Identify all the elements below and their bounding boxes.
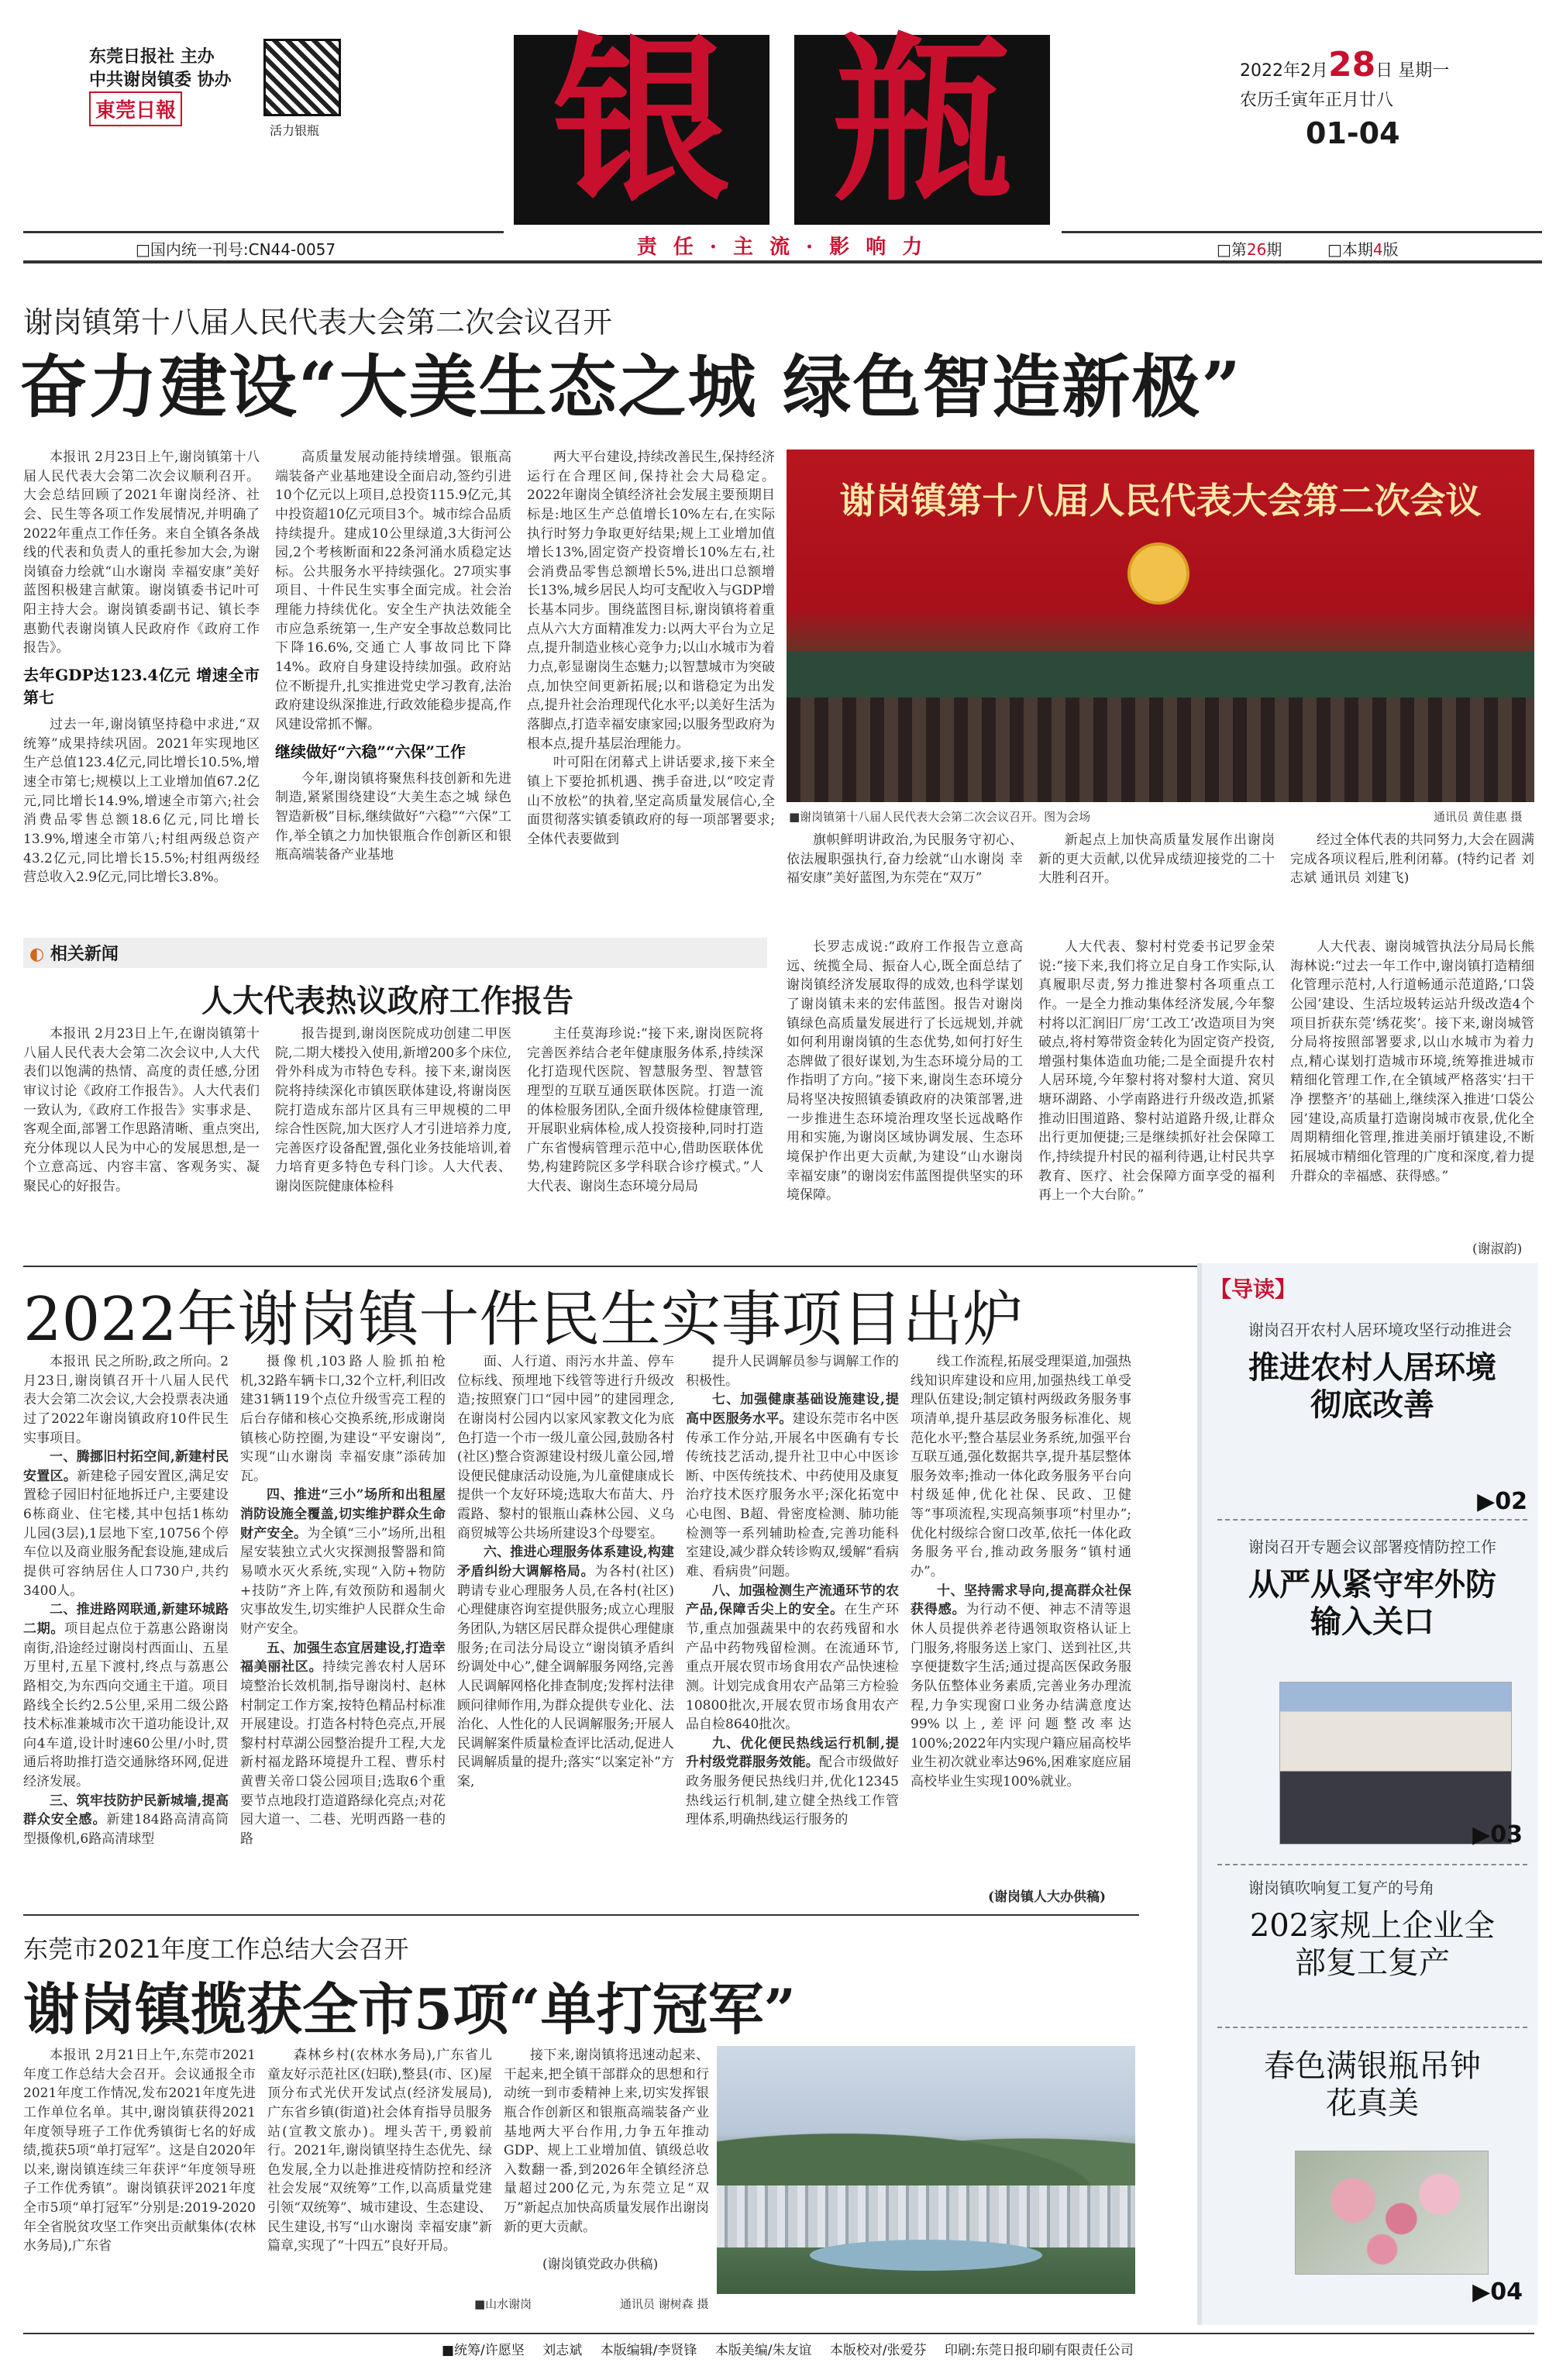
date-prefix: 2022年2月 <box>1240 61 1328 81</box>
date <box>1240 45 1449 84</box>
lead-col-1b-text: 过去一年,谢岗镇坚持稳中求进,“双统筹”成果持续巩固。2021年实现地区生产总值123.4亿元,同比增长10.5%,增速全市第七;规模以上工业增加值67.2亿元,同比增长14.9%,增速全市第六;社会消费品零售总额18.6亿元,同比增长13.9%,增速全市第八;村组两级总资产43.2亿元,同比增长15.5%;村组两级经营总收入2.9亿元,同比增长3.8%。 <box>23 717 260 886</box>
guide-item-4-page-num: 04 <box>1490 2278 1523 2306</box>
lead-kicker: 谢岗镇第十八届人民代表大会第二次会议召开 <box>23 305 613 339</box>
photo-emblem <box>1127 542 1189 604</box>
related-col-2 <box>275 1025 511 1257</box>
story2-sub-2: 二、推进路网联通,新建环城路二期。 <box>23 1602 229 1637</box>
related-col-3-text: 主任莫海珍说:“接下来,谢岗医院将完善医养结合老年健康服务体系,持续深化打造现代医院、智慧服务型、智慧管理型的互联互通医联体医院。打造一流的体检服务团队,全面升级体检健康管理,开展职业病体检,成人投资接种,同时打造广东省慢病管理示范中心,借助医联体优势,构建跨院区多学科联合诊疗模式。”人大代表、谢岗生态环境分局局 <box>527 1026 763 1195</box>
guide-item-2-photo <box>1279 1682 1512 1844</box>
story2-col-5b-text: 为行动不便、神志不清等退休人员提供养老待遇领取资格认证上门服务,将服务送上家门、送到社区,共享便捷数字生活;通过提高医保政务服务队伍整体业务素质,完善业务办理流程,力争实现窗口业务办结满意度达99%以上,差评问题整改率达100%;2022年内实现户籍应届高校毕业生初次就业率达96%,困难家庭应届高校毕业生实现100%就业。 <box>911 1602 1131 1790</box>
story2-col-1d-text: 新建184路高清高筒型摄像机,6路高清球型 <box>23 1812 229 1848</box>
related-icon: ◐ <box>29 945 50 964</box>
story2-sub-7: 七、加强健康基础设施建设,提高中医服务水平。 <box>686 1392 899 1427</box>
lead-col-2b-text: 今年,谢岗镇将聚焦科技创新和先进制造,紧紧围绕建设“大美生态之城 绿色智造新极”目标,继续做好“六稳”“六保”工作,举全镇之力加快银瓶合作创新区和银瓶高端装备产业基地 <box>275 770 511 863</box>
lead-photo <box>787 449 1534 802</box>
story2-col-4-text: 提升人民调解员参与调解工作的积极性。 <box>686 1354 899 1389</box>
lead-photo-caption: ■谢岗镇第十八届人民代表大会第二次会议召开。图为会场 <box>789 810 1091 824</box>
story3-photo-caption: ■山水谢岗 <box>474 2297 532 2311</box>
story3-kicker: 东莞市2021年度工作总结大会召开 <box>23 1934 409 1964</box>
story2-sub-5: 五、加强生态宜居建设,打造幸福美丽社区。 <box>240 1640 446 1676</box>
guide-item-3[interactable] <box>1202 1875 1543 1982</box>
guide-item-1-title: 推进农村人居环境彻底改善 <box>1248 1349 1496 1423</box>
guide-item-2-page-num: 03 <box>1490 1821 1523 1848</box>
lead-col-2-text: 高质量发展动能持续增强。银瓶高端装备产业基地建设全面启动,签约引进10个亿元以上项目,总投资115.9亿元,其中投资超10亿元项目3个。城市综合品质持续提升。建成10公里绿道,3大街河公园,2个考核断面和22条河涌水质稳定达标。公共服务水平持续强化。27项实事项目、十件民生实事全面完成。社会治理能力持续优化。安全生产执法效能全市应急系统第一,生产安全事故总数同比下降16.6%,交通亡人事故同比下降14%。政府自身建设持续加强。政府站位不断提升,扎实推进党史学习教育,法治政府建设纵深推进,行政效能稳步提高,作风建设常抓不懈。 <box>275 449 511 732</box>
story3-col-1 <box>23 2046 256 2302</box>
footer-item-6: 印刷:东莞日报印刷有限责任公司 <box>945 2343 1134 2358</box>
story2-col-1b-text: 新建稔子园安置区,满足安置稔子园旧村征地拆迁户,主要建设6栋商业、住宅楼,其中包括1栋幼儿园(3层),1层地下室,10756个停车位以及商业服务配套设施,建成后提供可容纳居住人口730户,共约3400人。 <box>23 1468 229 1599</box>
story2-sub-10: 十、坚持需求导向,提高群众社保获得感。 <box>911 1583 1131 1618</box>
story2-sub-1: 一、腾挪旧村拓空间,新建村民安置区。 <box>23 1449 229 1484</box>
guide-label: 【导读】 <box>1210 1276 1297 1302</box>
story2-headline: 2022年谢岗镇十件民生实事项目出炉 <box>23 1285 1024 1355</box>
lead-col-4 <box>787 831 1023 901</box>
related-col-2-text: 报告提到,谢岗医院成功创建二甲医院,二期大楼投入使用,新增200多个床位,骨外科成为市特色专科。接下来,谢岗医院将持续深化市镇医联体建设,将谢岗医院打造成东部片区具有三甲规模的二甲综合性医院,加大医疗人才引进培养力度,完善医疗设备配置,强化业务技能培训,着力培育更多特色专科门诊。人大代表、谢岗医院健康体检科 <box>275 1026 511 1195</box>
lead-subhead-gdp: 去年GDP达123.4亿元 增速全市第七 <box>23 666 260 708</box>
masthead-rule-right <box>1062 231 1542 233</box>
photo-banner: 谢岗镇第十八届人民代表大会第二次会议 <box>839 480 1482 522</box>
related-col-3 <box>527 1025 763 1257</box>
guide-item-2-page: ▶03 <box>1472 1821 1523 1848</box>
story3-col-2-text: 森林乡村(农林水务局),广东省儿童友好示范社区(妇联),整县(市、区)屋顶分布式光伏开发试点(经济发展局),广东省乡镇(街道)社会体育指导员服务站(宣教文旅办)。埋头苦干,勇毅前行。2021年,谢岗镇坚持生态优先、绿色发展,全力以赴推进疫情防控和经济社会发展“双统筹”工作,以高质量党建引领“双统筹”、城市建设、生态建设、民生建设,书写“山水谢岗 幸福安康”新篇章,实现了“十四五”良好开局。 <box>267 2048 492 2254</box>
lunar-date: 农历壬寅年正月廿八 <box>1240 91 1394 110</box>
story2-sub-6: 六、推进心理服务体系建设,构建矛盾纠纷大调解格局。 <box>457 1545 674 1580</box>
story2-byline: (谢岗镇人大办供稿) <box>988 1889 1107 1905</box>
lead-col-5-text: 新起点上加快高质量发展作出谢岗新的更大贡献,以优异成绩迎接党的二十大胜利召开。 <box>1038 832 1275 887</box>
masthead <box>0 0 1556 263</box>
story2-col-4b-text: 建设东莞市名中医传承工作分站,开展名中医确有专长传统技艺活动,提升社卫中心中医诊断、中医传统技术、中药使用及康复治疗技术医疗服务水平;深化拓宽中心电图、B超、骨密度检测、肺功能检测等一系列辅助检查,完善功能科室建设,减少群众转诊购双,缓解“看病难、看病贵”问题。 <box>686 1410 899 1580</box>
guide-item-4-photo <box>1295 2151 1489 2275</box>
related-col-6 <box>1290 938 1534 1236</box>
story3-byline: (谢岗镇党政办供稿) <box>542 2257 659 2272</box>
story3-col-3-text: 接下来,谢岗镇将迅速动起来、干起来,把全镇干部群众的思想和行动统一到市委精神上来,切实发挥银瓶合作创新区和银瓶高端装备产业基地两大平台作用,力争五年推动GDP、规上工业增加值、镇级总收入数翻一番,到2026年全镇经济总量超过200亿元,为东莞立足“双万”新起点加快高质量发展作出谢岗新的更大贡献。 <box>504 2048 709 2235</box>
guide-item-4-title: 春色满银瓶吊钟花真美 <box>1264 2048 1481 2121</box>
guide-sidebar <box>1197 1263 1538 2325</box>
lead-col-2 <box>275 448 511 897</box>
story3-headline: 谢岗镇揽获全市5项“单打冠军” <box>23 1976 796 2042</box>
story3-col-1-text: 本报讯 2月21日上午,东莞市2021年度工作总结大会召开。会议通报全市2021年度工作情况,发布2021年度先进工作单位名单。其中,谢岗镇获得2021年度领导班子工作优秀镇街七名的好成绩,揽获5项“单打冠军”。这是自2020年以来,谢岗镇连续三年获评“年度领导班子工作优秀镇”。谢岗镇获评2021年度全市5项“单打冠军”分别是:2019-2020年全省脱贫攻坚工作突出贡献集体(农林水务局),广东省 <box>23 2048 256 2254</box>
story2-col-2 <box>240 1352 446 1895</box>
story2-col-3b-text: 为各村(社区)聘请专业心理服务人员,在各村(社区)心理健康咨询室提供服务;成立心理服务团队,为辖区居民群众提供心理健康服务;在司法分局设立“谢岗镇矛盾纠纷调处中心”,健全调解服务网络,完善人民调解网格化排查制度;发挥村法律顾问律师作用,为群众提供专业化、法治化、人性化的人民调解服务;开展人民调解案件质量检查评比活动,促进人民调解质量的提升;落实“以案定补”方案, <box>457 1564 674 1790</box>
title-char-yin: 银 <box>552 16 731 226</box>
sponsor-line-2: 中共谢岗镇委 协办 <box>89 70 232 90</box>
masthead-rule <box>23 231 504 233</box>
title-char-ping: 瓶 <box>832 16 1011 226</box>
footer-bar <box>23 2333 1534 2364</box>
dongguan-daily-logo: 東莞日報 <box>89 91 182 126</box>
story2-col-2c-text: 持续完善农村人居环境整治长效机制,指导谢岗村、赵林村制定工作方案,按特色精品村标准开展建设。打造各村特色亮点,开展黎村村草湖公园整治提升工程,大龙新村福龙路环境提升工程、曹乐村黄曹关帝口袋公园项目;选取6个重要节点地段打造道路绿化亮点;对花园大道一、二巷、光明西路一巷的路 <box>240 1659 446 1848</box>
photo-stage <box>787 651 1534 697</box>
related-col-1-text: 本报讯 2月23日上午,在谢岗镇第十八届人民代表大会第二次会议中,人大代表们以饱满的热情、高度的责任感,分团审议讨论《政府工作报告》。人大代表们一致认为,《政府工作报告》实事求是、客观全面,部署工作思路清晰、重点突出,充分体现以人民为中心的发展思想,是一个立意高远、内容丰富、客观务实、凝聚民心的好报告。 <box>23 1026 260 1195</box>
related-col-5 <box>1038 938 1275 1255</box>
guide-item-2-title: 从严从紧守牢外防输入关口 <box>1248 1566 1496 1640</box>
lead-col-6 <box>1290 831 1534 901</box>
guide-item-1-head: 谢岗召开农村人居环境攻坚行动推进会 <box>1248 1321 1512 1339</box>
related-col-1 <box>23 1025 260 1257</box>
story3-col-2 <box>267 2046 492 2302</box>
related-col-6-text: 人大代表、谢岗城管执法分局局长熊海林说:“过去一年工作中,谢岗镇打造精细化管理示范村,人行道畅通示范道路,‘口袋公园’建设、生活垃圾转运站升级改造4个项目折获东莞‘绣花奖’。接下来,谢岗城管分局将按照部署要求,以山水城市为着力点,精心谋划打造城市环境,统筹推进城市精细化管理工作,在全镇域严格落实‘扫干净 摆整齐’的基础上,继续深入推进‘口袋公园’建设,高质量打造谢岗城市夜景,优化全周期精细化管理,推进美丽圩镇建设,不断拓展城市精细化管理的广度和深度,着力提升群众的幸福感、获得感。” <box>1290 939 1534 1184</box>
guide-item-2-head: 谢岗召开专题会议部署疫情防控工作 <box>1248 1538 1496 1556</box>
sponsor-line-1: 东莞日报社 主办 <box>89 46 215 67</box>
footer-item-5: 本版校对/张爱芬 <box>829 2343 927 2358</box>
guide-item-4-page: ▶04 <box>1472 2278 1523 2306</box>
photo-city <box>717 2185 1135 2247</box>
story2-col-1 <box>23 1352 229 1895</box>
footer-item-4: 本版美编/朱友谊 <box>714 2343 812 2358</box>
guide-divider-3 <box>1217 2027 1527 2028</box>
page-range: 01-04 <box>1306 116 1400 150</box>
story2-sub-3: 三、筑牢技防护民新城墙,提高群众安全感。 <box>23 1793 229 1828</box>
photo-river <box>810 2240 1042 2271</box>
date-day: 28 <box>1328 45 1376 84</box>
story2-col-5-text: 线工作流程,拓展受理渠道,加强热线知识库建设和应用,加强热线工单受理队伍建设;制定镇村两级政务服务事项清单,提升基层政务服务标准化、规范化水平;整合基层业务系统,加强平台互联互通,强化数据共享,提升基层整体服务效率;推动一体化政务服务平台向村级延伸,优化社保、民政、卫健等“事项流程,实现高频事项“村里办”;优化村级综合窗口改革,依托一体化政务服务平台,推动政务服务“镇村通办”。 <box>911 1354 1131 1580</box>
lead-photo-credit: 通讯员 黄佳惠 摄 <box>1434 810 1523 824</box>
lead-col-1-text: 本报讯 2月23日上午,谢岗镇第十八届人民代表大会第二次会议顺利召开。大会总结回顾了2021年谢岗经济、社会、民生等各项工作发展情况,并明确了2022年重点工作任务。来自全镇各条战线的代表和负责人的重托参加大会,为谢岗镇奋力绘就“山水谢岗 幸福安康”美好蓝图积极建言献策。谢岗镇委书记叶可阳主持大会。谢岗镇委副书记、镇长李惠勤代表谢岗镇人民政府作《政府工作报告》。 <box>23 449 260 656</box>
guide-item-1-page-num: 02 <box>1495 1488 1527 1515</box>
story2-col-4 <box>686 1352 899 1895</box>
related-headline: 人大代表热议政府工作报告 <box>201 983 573 1019</box>
related-col-4 <box>787 938 1023 1255</box>
slogan: 责 任 · 主 流 · 影 响 力 <box>636 236 928 259</box>
story2-col-3-text: 面、人行道、雨污水井盖、停车位标线、预埋地下线管等进行升级改造;按照寮门口“园中园”的建园理念,在谢岗村公园内以家风家教文化为底色打造一个市一级儿童公园,鼓励各村(社区)整合资源建设村级儿童公园,增设便民健康活动设施,为儿童健康成长提供一个友好环境;选取大布苗大、丹霞路、黎村的银瓶山森林公园、义乌商贸城等公共场所建设3个母婴室。 <box>457 1354 674 1541</box>
related-tag <box>23 938 767 968</box>
issue-number: □第26期 <box>1217 240 1282 259</box>
guide-item-3-head: 谢岗镇吹响复工复产的号角 <box>1248 1879 1434 1897</box>
story2-col-2b-text: 为全镇“三小”场所,出租屋安装独立式火灾探测报警器和简易喷水灭火系统,实现“入防+物防+技防”齐上阵,有效预防和遏制火灾事故发生,切实维护人民群众生命财产安全。 <box>240 1525 446 1637</box>
story2-sub-8: 八、加强检测生产流通环节的农产品,保障舌尖上的安全。 <box>686 1583 899 1618</box>
story2-col-4c-text: 在生产环节,重点加强蔬果中的农药残留和水产品中药物残留检测。在流通环节,重点开展农贸市场食用农产品快速检测。计划完成食用农产品第三方检验10800批次,开展农贸市场食用农产品自检8640批次。 <box>686 1602 899 1733</box>
date-suffix: 日 星期一 <box>1375 61 1450 81</box>
photo-audience <box>787 697 1534 802</box>
issue-pages-num: 4 <box>1372 240 1383 259</box>
related-tag-text: 相关新闻 <box>50 945 119 964</box>
guide-item-1-page: ▶02 <box>1477 1488 1527 1515</box>
lead-col-1 <box>23 448 260 897</box>
guide-divider-1 <box>1217 1519 1527 1521</box>
lead-headline: 奋力建设“大美生态之城 绿色智造新极” <box>19 346 1242 427</box>
story3-col-3 <box>504 2046 709 2247</box>
cn-code: □国内统一刊号:CN44-0057 <box>136 240 336 259</box>
lead-col-3 <box>527 448 775 897</box>
story3-photo-credit: 通讯员 谢树森 摄 <box>620 2297 709 2311</box>
lead-col-6-text: 经过全体代表的共同努力,大会在圆满完成各项议程后,胜利闭幕。(特约记者 刘志斌 通讯员 刘建飞) <box>1290 832 1534 887</box>
story2-col-3 <box>457 1352 674 1895</box>
footer-item-1: ■统筹/许愿坚 <box>442 2343 525 2358</box>
story2-sub-9: 九、优化便民热线运行机制,提升村级党群服务效能。 <box>686 1735 899 1771</box>
related-col-5-text: 人大代表、黎村村党委书记罗金荣说:“接下来,我们将立足自身工作实际,认真履职尽责,努力推进黎村各项重点工作。一是全力推动集体经济发展,今年黎村将以汇润旧厂房‘工改工’改造项目为突破点,将村筹带资金转化为固定资产投资,增强村集体造血功能;二是全面提升农村人居环境,今年黎村将对黎村大道、窝贝塘环湖路、小学南路进行升级改造,抓紧推动旧围道路、黎村站道路升级,让群众出行更加便捷;三是继续抓好社会保障工作,持续提升村民的福利待遇,让村民共享教育、医疗、社会保障方面享受的福利再上一个大台阶。” <box>1038 939 1275 1204</box>
photo-hills <box>717 2123 1135 2193</box>
qr-caption: 活力银瓶 <box>270 123 320 138</box>
related-byline: (谢淑韵) <box>1472 1242 1523 1257</box>
guide-item-1[interactable] <box>1202 1317 1543 1515</box>
lead-subhead-six: 继续做好“六稳”“六保”工作 <box>275 742 466 761</box>
related-col-4-text: 长罗志成说:“政府工作报告立意高远、统揽全局、振奋人心,既全面总结了谢岗镇经济发展取得的成效,也科学谋划了谢岗镇未来的宏伟蓝图。报告对谢岗镇绿色高质量发展进行了长远规划,并就如何利用谢岗镇的生态优势,如何打好生态牌做了很好谋划,为生态环境分局的工作指明了方向。”接下来,谢岗生态环境分局将坚决按照镇委镇政府的决策部署,进一步推进生态环境治理攻坚长远战略作用和实施,为谢岗区域协调发展、生态环境保护作出更大贡献,为建设“山水谢岗 幸福安康”的谢岗宏伟蓝图提供坚实的环境保障。 <box>787 939 1023 1204</box>
section-rule-2 <box>23 1914 1139 1916</box>
masthead-rule-bottom <box>23 260 1542 263</box>
issue-pages: □本期4版 <box>1327 240 1399 259</box>
lead-col-5 <box>1038 831 1275 901</box>
story2-col-4d-text: 配合市级做好政务服务便民热线归并,优化12345热线运行机制,建立健全热线工作管理体系,明确热线运行服务的 <box>686 1755 899 1828</box>
footer-item-3: 本版编辑/李贤锋 <box>600 2343 697 2358</box>
guide-item-2[interactable] <box>1202 1534 1543 1641</box>
story2-col-2-text: 摄像机,103路人脸抓拍枪机,32路车辆卡口,32个立杆,利旧改建31辆119个点位升级雪亮工程的后台存储和核心交换系统,形成谢岗镇核心防控圈,为建设“平安谢岗”,实现“山水谢岗 幸福安康”添砖加瓦。 <box>240 1354 446 1484</box>
guide-divider-2 <box>1217 1864 1527 1865</box>
qr-code <box>263 39 341 116</box>
story3-photo <box>717 2046 1135 2294</box>
story2-col-5 <box>911 1352 1131 1895</box>
lead-col-3b-text: 叶可阳在闭幕式上讲话要求,接下来全镇上下要抢抓机遇、携手奋进,以“咬定青山不放松”的执着,坚定高质量发展信心,全面贯彻落实镇委镇政府的每一项部署要求;全体代表要做到 <box>527 755 775 847</box>
lead-col-3-text: 两大平台建设,持续改善民生,保持经济运行在合理区间,保持社会大局稳定。2022年谢岗全镇经济社会发展主要预期目标是:地区生产总值增长10%左右,在实际执行时努力争取更好结果;规上工业增加值增长13%,固定资产投资增长10%左右,社会消费品零售总额增长5%,进出口总额增长13%,城乡居民人均可支配收入与GDP增长基本同步。围绕蓝图目标,谢岗镇将着重点从六大方面精准发力:以两大平台为立足点,提升制造业核心竞争力;以山水城市为着力点,彰显谢岗生态魅力;以智慧城市为突破点,加快空间更新拓展;以和谐稳定为出发点,提升社会治理现代化水平;以美好生活为落脚点,打造幸福安康家园;以服务型政府为根本点,提升基层治理能力。 <box>527 449 775 752</box>
story2-col-1-text: 本报讯 民之所盼,政之所向。2月23日,谢岗镇召开十八届人民代表大会第二次会议,大会投票表决通过了2022年谢岗镇政府10件民生实事项目。 <box>23 1354 229 1446</box>
guide-label-text: 导读 <box>1231 1276 1275 1302</box>
story2-col-1c-text: 项目起点位于荔惠公路谢岗南街,沿途经过谢岗村西面山、五星万里村,五星下渡村,终点与荔惠公路相交,为东西向交通主干道。项目路线全长约2.5公里,采用二级公路技术标准兼城市次干道功能设计,双向4车道,设计时速60公里/小时,贯通后将助推打造交通脉络环网,促进经济发展。 <box>23 1621 229 1790</box>
guide-item-3-title: 202家规上企业全部复工复产 <box>1249 1908 1496 1981</box>
guide-item-4[interactable] <box>1202 2038 1543 2122</box>
footer-item-2: 刘志斌 <box>542 2343 583 2358</box>
lead-col-4-text: 旗帜鲜明讲政治,为民服务守初心、依法履职强执行,奋力绘就“山水谢岗 幸福安康”美好蓝图,为东莞在“双万” <box>787 832 1023 887</box>
story2-sub-4: 四、推进“三小”场所和出租屋消防设施全覆盖,切实维护群众生命财产安全。 <box>240 1487 446 1541</box>
issue-num: 26 <box>1246 240 1267 259</box>
